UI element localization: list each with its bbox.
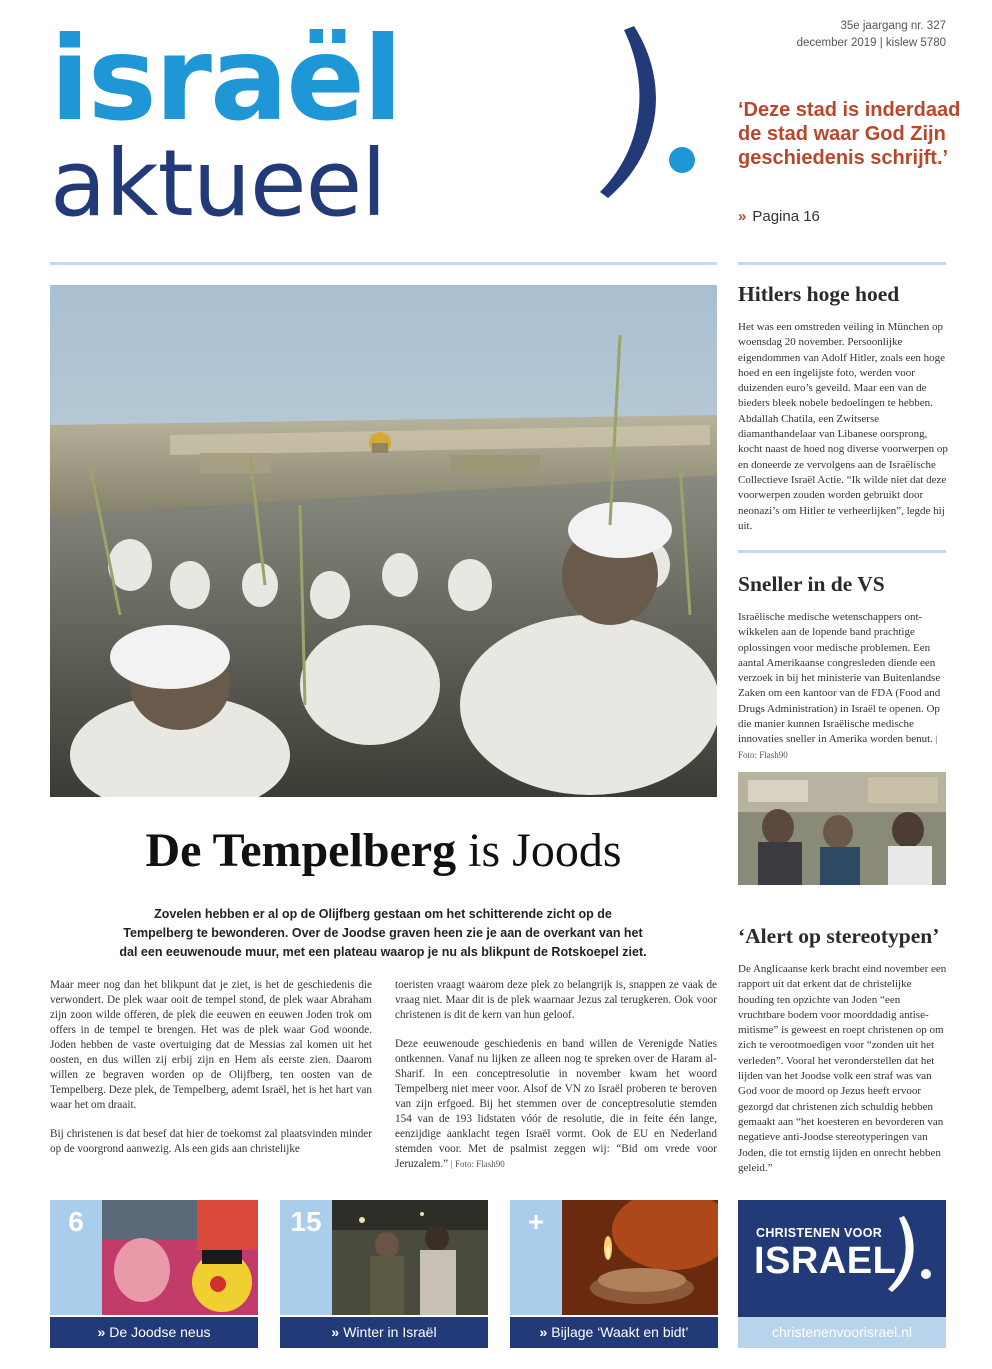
teaser-photo-oil-lamp [562, 1200, 718, 1315]
masthead-logo-israel: israël [50, 12, 401, 147]
sidebar-title-stereotypes: ‘Alert op stereotypen’ [738, 924, 940, 948]
brand-line2: ISRAEL [754, 1240, 897, 1282]
issue-date: december 2019 | kislew 5780 [796, 37, 946, 49]
teaser-page-number: 15 [280, 1200, 332, 1315]
brand-slash-dot-icon [888, 1214, 938, 1294]
chevron-right-icon: » [738, 208, 747, 225]
teaser-label-bar [510, 1317, 718, 1348]
teaser-plus-badge: + [510, 1200, 562, 1315]
photo-credit: | Foto: Flash90 [450, 1159, 505, 1169]
hero-photo-jerusalem [50, 285, 717, 797]
teaser-label: Bijlage ‘Waakt en bidt’ [551, 1324, 689, 1340]
teaser-page-number: 6 [50, 1200, 102, 1315]
lead-headline [50, 822, 717, 880]
brand-block [738, 1200, 946, 1348]
chevron-right-icon: » [539, 1324, 548, 1340]
photo-credit: | Foto: Flash90 [738, 734, 938, 760]
sidebar-text-faster-us [738, 610, 948, 763]
teaser-jewish-nose[interactable] [50, 1200, 258, 1348]
lead-col2-text: Deze eeuwenoude geschiedenis en band willen de Verenigde Naties ontkennen. Vanaf nu lijken ze alleen nog te spreken over de Haram al-Sharif. In een conceptresolutie in november kwam het woord Tempelberg niet meer voor. Alsof de VN zo Israël proberen te beroven van zijn erfgoed. Bij het stemmen over de conceptresolutie stemden 154 van de 193 lidstaten vóór de resolutie, die in feite één lange, eenzijdige aanklacht tegen Israël vormt. Ook de EU en Nederland stemden voor. Met de psalmist zeggen wij: “Bid om vrede voor Jeruzalem.” [395, 1038, 717, 1170]
teaser-winter-israel[interactable] [280, 1200, 488, 1348]
lead-column-2 [395, 978, 717, 1172]
chevron-right-icon: » [331, 1324, 340, 1340]
cover-quote: ‘Deze stad is inderdaad de stad waar God Zijn geschiedenis schrijft.’ [738, 99, 961, 169]
lead-col2-paragraph: toeristen vraagt waarom deze plek zo belangrijk is, snappen ze vaak de vraag niet. Maar dit is de plek waarnaar Jezus zal terugkeren. Ook voor christenen is dit de kern van hun geloof. [395, 979, 717, 1021]
lead-column-1 [50, 978, 372, 1157]
quote-page-label: Pagina 16 [752, 208, 820, 225]
lead-col2-paragraph [395, 1037, 717, 1172]
sidebar-text-hitler-hat: Het was een omstreden veiling in München op woensdag 20 november. Persoonlijke eigendommen van Adolf Hitler, zoals een hoge hoed en een ingelijste foto, werden voor duizenden euro’s geveild. Maar een van de bieders bleek nobele bedoelingen te hebben. Abdallah Chatila, een Zwitserse diamanthandelaar van Libanese oorsprong, kocht naast de hoed nog diverse voorwerpen op en doneerde ze vervolgens aan de Israëlische Collectieve Israël Actie. “Ik wilde niet dat deze voorwerpen zouden worden gebruikt door neonazi’s om Hitler te verheerlijken”, legde hij uit. [738, 321, 948, 532]
teaser-label-bar [280, 1317, 488, 1348]
lead-headline-rest: is Joods [456, 824, 622, 877]
logo-slash-dot-icon [600, 22, 710, 202]
issue-info [726, 18, 946, 52]
lead-col1-paragraph: Maar meer nog dan het blikpunt dat je ziet, is het de geschiedenis die verwondert. De plek waar ooit de tempel stond, de plek waar Abraham zijn zoon wilde offeren, de plek die eeuwen en eeuwen Joden trok om offers in de tempel te brengen. Het was de plek waar God woonde. Joden hebben de vaste overtuiging dat de Messias zal komen uit het oosten, en dus willen zij erbij zijn en Hem als eerste zien. Daarom willen ze begraven worden op de Olijfberg, ten oosten van de Tempelberg. Deze plek, de Tempelberg, ademt Israël, het is het hart van waar het om draait. [50, 979, 372, 1111]
sidebar-title-faster-us: Sneller in de VS [738, 572, 885, 596]
sidebar-photo-lab [738, 772, 946, 885]
divider-main [50, 262, 717, 265]
sidebar-text-stereotypes: De Anglicaanse kerk bracht eind november een rapport uit dat erkent dat de christelijke houding ten opzichte van Joden “een vruchtbare bodem voor moorddadig antisemitisme” is geweest en roept christenen op om zich te verootmoedigen voor “zonden uit het verleden”. Vooral het veronderstellen dat het lijden van het Joodse volk een straf was van God voor de moord op Jezus heeft ervoor gezorgd dat christenen zich schuldig hebben gemaakt aan “het koesteren en bevorderen van negatieve anti-Joodse stereotyperingen van Joden, die tot ernstig lijden en onrecht hebben geleid.” [738, 963, 947, 1174]
quote-page-link[interactable] [738, 208, 820, 225]
teaser-label: Winter in Israël [343, 1324, 437, 1340]
brand-line1: CHRISTENEN VOOR [756, 1226, 883, 1240]
chevron-right-icon: » [97, 1324, 106, 1340]
sidebar-text-faster-us-body: Israëlische medische wetenschappers ontwikkelen aan de lopende band prachtige oplossingen voor medische problemen. Een aantal Amerikaanse congresleden diende een verzoek in bij het ministerie van Buitenlandse Zaken om een kantoor van de FDA (Food and Drugs Administration) in Israël te openen. Op die manier kunnen Israëlische medische innovaties sneller in Amerika worden benut. [738, 611, 941, 746]
masthead-logo-aktueel: aktueel [50, 130, 386, 237]
teaser-label: De Joodse neus [109, 1324, 211, 1340]
brand-website-link[interactable]: christenenvoorisrael.nl [738, 1317, 946, 1348]
lead-col1-paragraph: Bij christenen is dat besef dat hier de toekomst zal plaatsvinden minder op de voorgrond aanwezig. Als een gids aan christelijke [50, 1128, 372, 1155]
lead-headline-bold: De Tempelberg [145, 824, 457, 877]
teaser-photo-winter [332, 1200, 488, 1315]
divider-sidebar-top [738, 262, 946, 265]
sidebar-title-hitler-hat: Hitlers hoge hoed [738, 282, 900, 306]
teaser-photo-carnival [102, 1200, 258, 1315]
issue-number: 35e jaargang nr. 327 [840, 20, 946, 32]
lead-intro: Zovelen hebben er al op de Olijfberg gestaan om het schitterende zicht op de Tempelberg te bewonderen. Over de Joodse graven heen zie je aan de overkant van het dal een eeuwenoude muur, met een plateau waarop je nu als blikpunt de Rotskoepel ziet. [119, 907, 647, 959]
divider-sidebar [738, 550, 946, 553]
teaser-label-bar [50, 1317, 258, 1348]
teaser-supplement[interactable] [510, 1200, 718, 1348]
